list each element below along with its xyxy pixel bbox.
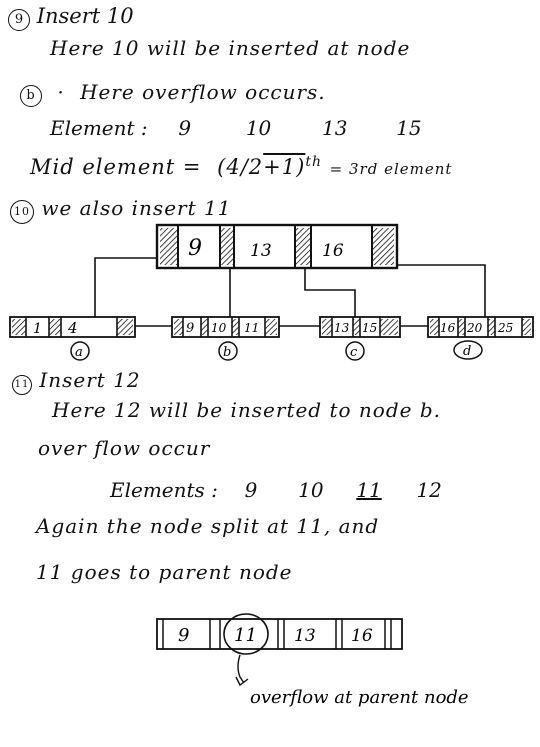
step-10-text: we also insert 11 xyxy=(41,196,232,220)
pointer-arrow xyxy=(238,655,244,683)
leaf-key: 15 xyxy=(362,321,378,335)
element-value: 9 xyxy=(178,116,192,140)
element-value: 9 xyxy=(244,478,258,502)
parent-node xyxy=(157,614,402,654)
overflow-note: overflow at parent node xyxy=(250,687,469,708)
leaf-key: 16 xyxy=(440,321,456,335)
step-11-line1: Here 12 will be inserted to node b. xyxy=(52,398,441,422)
elements-row xyxy=(50,116,422,140)
step-9-heading xyxy=(8,4,134,31)
parent-node-diagram xyxy=(0,605,540,715)
overflow-text: Here overflow occurs. xyxy=(80,80,326,104)
step-number-badge: 9 xyxy=(8,9,30,31)
leaf-key: 20 xyxy=(467,321,483,335)
leaf-node-c xyxy=(320,317,400,337)
element-value: 15 xyxy=(396,116,422,140)
mid-sup: th xyxy=(305,154,322,170)
step-9-title: Insert 10 xyxy=(36,4,134,28)
leaf-node-d xyxy=(428,317,533,337)
step-11-line2: over flow occur xyxy=(38,436,211,460)
overflow-line xyxy=(20,80,326,107)
leaf-key: 13 xyxy=(334,321,350,335)
node-label-d: d xyxy=(463,344,472,359)
element-value-mid: 11 xyxy=(356,478,382,502)
root-key: 16 xyxy=(322,241,344,261)
step-9-body: Here 10 will be inserted at node xyxy=(50,36,411,60)
btree-diagram xyxy=(0,220,540,370)
root-key: 13 xyxy=(250,241,272,261)
step-number-badge: 11 xyxy=(12,375,32,395)
root-node xyxy=(157,225,397,268)
step-11-heading xyxy=(12,368,141,395)
step-11-line4: 11 goes to parent node xyxy=(36,560,293,584)
mid-plus: +1) xyxy=(263,155,306,179)
node-label-a: a xyxy=(75,345,83,360)
leaf-key: 9 xyxy=(186,321,195,336)
leaf-node-a xyxy=(10,317,135,337)
mid-prefix: Mid element = xyxy=(30,155,202,179)
step-11-line3: Again the node split at 11, and xyxy=(36,514,380,538)
leaf-key: 25 xyxy=(498,321,514,335)
leaf-key: 10 xyxy=(211,321,227,335)
element-value: 13 xyxy=(322,116,348,140)
node-label-c: c xyxy=(350,345,358,360)
elements-label: Elements : xyxy=(110,478,218,502)
element-value: 10 xyxy=(298,478,324,502)
leaf-node-b xyxy=(172,317,279,337)
parent-key: 16 xyxy=(351,626,373,646)
step-letter-badge: b xyxy=(20,85,42,107)
parent-key: 9 xyxy=(178,625,190,646)
element-value: 12 xyxy=(416,478,442,502)
mid-element-row xyxy=(30,154,452,179)
parent-key: 13 xyxy=(294,626,316,646)
node-labels xyxy=(71,341,482,360)
step-number-badge: 10 xyxy=(10,200,34,224)
parent-key-highlighted: 11 xyxy=(234,625,257,646)
node-label-b: b xyxy=(223,345,232,360)
mid-suffix: = 3rd element xyxy=(329,160,453,178)
element-value: 10 xyxy=(245,116,272,140)
elements-label: Element : xyxy=(50,116,148,140)
mid-fraction: (4/2 xyxy=(217,155,264,179)
leaf-key: 1 xyxy=(33,321,42,337)
dot-mark: · xyxy=(57,80,65,104)
step-11-title: Insert 12 xyxy=(39,368,141,392)
root-key: 9 xyxy=(188,236,202,261)
leaf-key: 11 xyxy=(244,321,260,335)
elements-row-2 xyxy=(110,478,442,502)
leaf-key: 4 xyxy=(68,319,78,337)
